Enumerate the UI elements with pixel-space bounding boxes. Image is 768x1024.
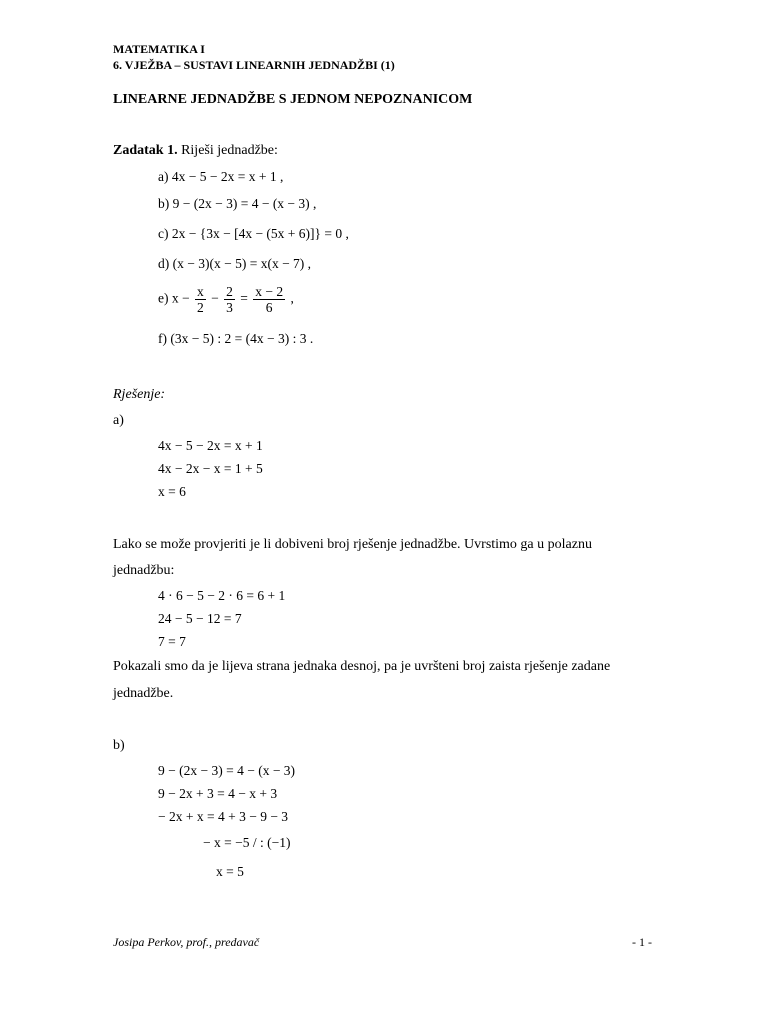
fraction-denominator: 3: [226, 300, 233, 315]
course-title: MATEMATIKA I: [113, 42, 205, 56]
footer-author: Josipa Perkov, prof., predavač: [113, 935, 260, 949]
exercise-title: 6. VJEŽBA – SUSTAVI LINEARNIH JEDNADŽBI (1): [113, 58, 395, 72]
task-item-e-prefix: e) x −: [158, 290, 190, 306]
solution-a-label: a): [113, 413, 124, 428]
solution-b-line: − 2x + x = 4 + 3 − 9 − 3: [158, 809, 289, 824]
solution-b-label: b): [113, 738, 125, 753]
fraction-xminus2-over-6: [253, 284, 285, 315]
minus-sign: −: [211, 290, 219, 306]
fraction-x-over-2: [195, 284, 206, 315]
task-item-c: c) 2x − {3x − [4x − (5x + 6)]} = 0 ,: [158, 226, 349, 241]
fraction-numerator: 2: [226, 284, 233, 299]
page-number: - 1 -: [632, 935, 652, 949]
task-item-d: d) (x − 3)(x − 5) = x(x − 7) ,: [158, 256, 312, 271]
fraction-numerator: x − 2: [255, 284, 284, 299]
solution-b-line: 9 − 2x + 3 = 4 − x + 3: [158, 786, 278, 801]
task-item-e-suffix: ,: [290, 290, 294, 306]
task-item-b: b) 9 − (2x − 3) = 4 − (x − 3) ,: [158, 196, 317, 211]
fraction-denominator: 6: [265, 300, 273, 315]
fraction-numerator: x: [196, 284, 204, 299]
check-paragraph-line: Lako se može provjeriti je li dobiveni broj rješenje jednadžbe. Uvrstimo ga u polaznu: [113, 537, 592, 552]
task-text: Riješi jednadžbe:: [181, 143, 278, 158]
check-line: 7 = 7: [158, 634, 186, 649]
conclusion-line: jednadžbe.: [113, 686, 174, 701]
solution-a-line: x = 6: [158, 484, 186, 499]
equals-sign: =: [240, 290, 248, 306]
task-item-e: [158, 284, 294, 315]
task-item-a: a) 4x − 5 − 2x = x + 1 ,: [158, 169, 284, 184]
conclusion-line: Pokazali smo da je lijeva strana jednaka desnoj, pa je uvršteni broj zaista rješenje zadane: [113, 659, 611, 674]
section-title: LINEARNE JEDNADŽBE S JEDNOM NEPOZNANICOM: [113, 92, 473, 107]
solution-label: Rješenje:: [113, 387, 166, 402]
solution-b-line: 9 − (2x − 3) = 4 − (x − 3): [158, 763, 296, 778]
solution-b-line: x = 5: [216, 864, 244, 879]
check-paragraph-line: jednadžbu:: [113, 563, 175, 578]
check-line: 24 − 5 − 12 = 7: [158, 611, 242, 626]
task-label: Zadatak 1.: [113, 143, 178, 158]
check-line: 4 · 6 − 5 − 2 · 6 = 6 + 1: [158, 588, 286, 603]
fraction-2-over-3: [224, 284, 235, 315]
task-item-f: f) (3x − 5) : 2 = (4x − 3) : 3 .: [158, 331, 314, 346]
task-heading: [113, 143, 278, 159]
solution-b-line: − x = −5 / : (−1): [203, 835, 291, 850]
solution-a-line: 4x − 2x − x = 1 + 5: [158, 461, 263, 476]
fraction-denominator: 2: [196, 300, 204, 315]
solution-a-line: 4x − 5 − 2x = x + 1: [158, 438, 263, 453]
